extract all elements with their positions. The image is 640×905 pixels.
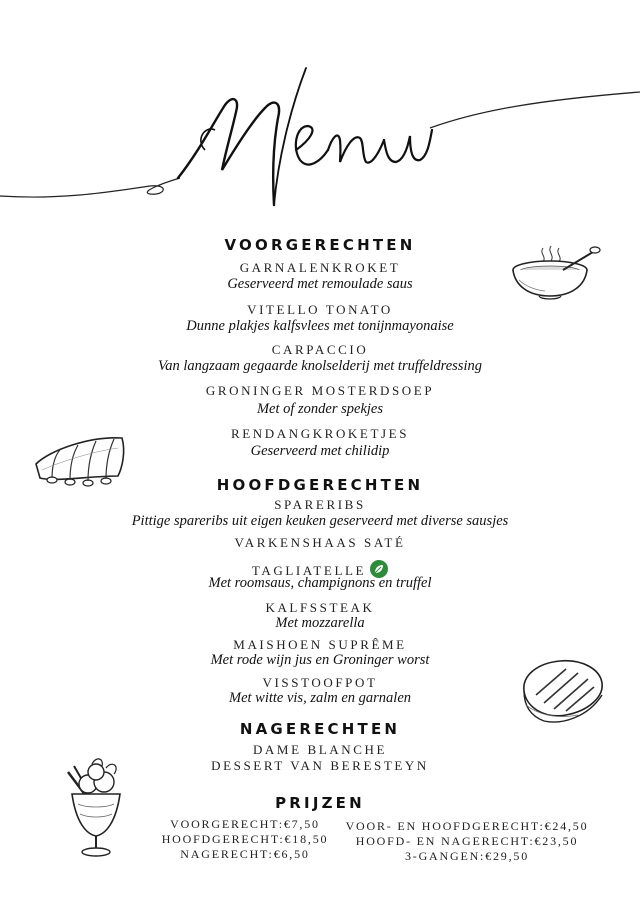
soup-bowl-illustration: [505, 240, 605, 309]
dish-name: MAISHOEN SUPRÊME: [233, 637, 407, 652]
dish-name: VARKENSHAAS SATÉ: [234, 535, 406, 550]
dish-description: Geserveerd met chilidip: [250, 443, 390, 459]
price-item: NAGERECHT:€6,50: [180, 847, 310, 861]
dish-name: KALFSSTEAK: [265, 600, 375, 615]
price-list-left: [150, 817, 340, 862]
dish-name: TAGLIATELLE: [251, 563, 367, 578]
dish-name: VISSTOOFPOT: [262, 675, 378, 690]
dish-description: Met roomsaus, champignons en truffel: [208, 575, 432, 591]
section-heading-prijzen: PRIJZEN: [275, 794, 365, 812]
dish-name: VITELLO TONATO: [247, 302, 393, 317]
price-list-right: [338, 819, 596, 864]
menu-title-script: [0, 0, 640, 240]
steak-illustration: [518, 655, 608, 729]
ice-cream-sundae-illustration: [56, 752, 136, 866]
price-item: VOORGERECHT:€7,50: [170, 817, 320, 831]
dish-description: Geserveerd met remoulade saus: [227, 276, 413, 292]
dish-description: Met rode wijn jus en Groninger worst: [210, 652, 430, 668]
section-heading-hoofdgerechten: HOOFDGERECHTEN: [216, 476, 424, 494]
dish-description: Dunne plakjes kalfsvlees met tonijnmayonaise: [186, 318, 454, 334]
dish-description: Met witte vis, zalm en garnalen: [228, 690, 412, 706]
price-item: VOOR- EN HOOFDGERECHT:€24,50: [345, 819, 589, 833]
section-heading-voorgerechten: VOORGERECHTEN: [224, 236, 416, 254]
dish-name: RENDANGKROKETJES: [230, 426, 410, 441]
price-item: HOOFDGERECHT:€18,50: [161, 832, 329, 846]
dish-description: Met of zonder spekjes: [256, 401, 384, 417]
price-item: 3-GANGEN:€29,50: [405, 849, 529, 863]
dish-name: CARPACCIO: [271, 342, 369, 357]
dish-name: GRONINGER MOSTERDSOEP: [205, 383, 435, 398]
dish-description: Van langzaam gegaarde knolselderij met truffeldressing: [158, 358, 482, 374]
dish-name: SPARERIBS: [274, 497, 366, 512]
dish-description: Met mozzarella: [275, 615, 365, 631]
dish-name: DESSERT VAN BERESTEYN: [211, 758, 429, 773]
menu-title: [0, 0, 640, 240]
spareribs-illustration: [30, 432, 130, 496]
dish-name: GARNALENKROKET: [239, 260, 401, 275]
price-item: HOOFD- EN NAGERECHT:€23,50: [355, 834, 579, 848]
dish-description: Pittige spareribs uit eigen keuken geserveerd met diverse sausjes: [131, 513, 509, 529]
section-heading-nagerechten: NAGERECHTEN: [239, 720, 401, 738]
dish-name: DAME BLANCHE: [252, 742, 388, 757]
